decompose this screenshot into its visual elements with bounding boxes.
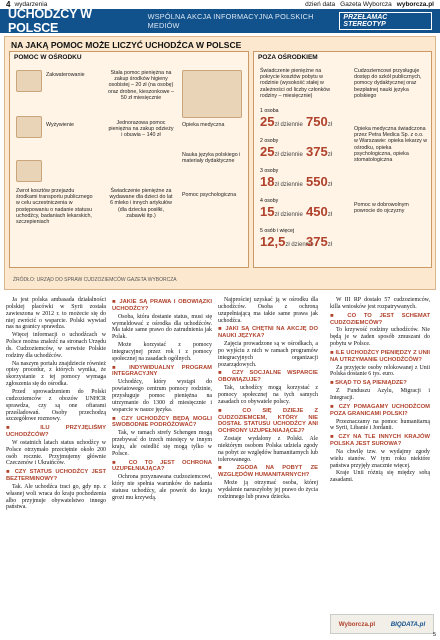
paragraph: W ostatnich latach status uchodźcy w Polsce otrzymało przeciętnie około 200 osób rocznie. Przyjmujemy głównie Czeczenów i Ukraińców. xyxy=(6,439,106,467)
house-icon xyxy=(16,70,42,92)
benefit-item: Cudzoziemcowi przysługuje dostęp do szkół publicznych, pomocy dydaktycznej oraz bezpłatnej nauki języka polskiego xyxy=(354,68,422,99)
paragraph: Przeznaczamy na pomoc humanitarną w Syrii, Libanie i Jordanii. xyxy=(330,418,430,432)
benefit-item: Pomoc w dobrowolnym powrocie do ojczyzny xyxy=(354,202,409,215)
paragraph: Może ją otrzymać osoba, której wydalenie naruszyłoby jej prawo do życia rodzinnego lub prawa dziecka. xyxy=(218,480,318,500)
rate-month: 550zł xyxy=(306,174,333,189)
rate-month: 375zł xyxy=(306,234,333,249)
rate-month: 450zł xyxy=(306,204,333,219)
paragraph: Tak, uchodźcy mogą korzystać z pomocy społecznej na tych samych zasadach co obywatele polscy. xyxy=(218,385,318,405)
rate-row xyxy=(260,168,350,189)
medical-icon xyxy=(182,70,242,118)
benefit-item: Opieka medyczna xyxy=(182,122,225,128)
paragraph: Może korzystać z pomocy integracyjnej przez rok i z pomocy społecznej na zasadach ogólnych. xyxy=(112,342,212,362)
question-heading: ■ CZY POMAGAMY UCHODŹCOM POZA GRANICAMI POLSKI? xyxy=(330,403,430,417)
question-heading: ■ CZY UCHODŹCY BĘDĄ MOGLI SWOBODNIE PODRÓŻOWAĆ? xyxy=(112,415,212,429)
infographic-title: NA JAKĄ POMOC MOŻE LICZYĆ UCHODŹCA W POLSCE xyxy=(11,40,242,50)
paragraph: Przed sprowadzeniem do Polski cudzoziemców z obozów UNHCR sprawdza, czy są one ofiarami prześladowań. Osoby przechodzą szczegółowe rozmowy. xyxy=(6,388,106,423)
rate-month: 750zł xyxy=(306,114,333,129)
question-heading: ■ CZY NA TLE INNYCH KRAJÓW POLSKA JEST SUROWA? xyxy=(330,434,430,448)
benefit-item: Zakwaterowanie xyxy=(46,72,85,78)
partner-footer xyxy=(330,614,434,634)
benefit-item: Pomoc psychologiczna xyxy=(182,192,237,198)
benefit-item: Jednorazowa pomoc pieniężna na zakup odzieży i obuwia – 140 zł xyxy=(108,120,174,139)
paragraph: Na naszym portalu znajdziecie również opisy procedur, z których wynika, że skorzystanie z tej pomocy wymaga zgłoszenia się do ośrodka. xyxy=(6,360,106,388)
bus-icon xyxy=(16,160,42,182)
question-heading: ■ CO TO JEST OCHRONA UZUPEŁNIAJĄCA? xyxy=(112,459,212,473)
question-heading: ■ SKĄD TO SĄ PIENIĄDZE? xyxy=(330,380,407,387)
benefit-item: Stała pomoc pieniężna na zakup środków higieny osobistej – 20 zł (na osobę) oraz drobne, kieszonkowe – 50 zł miesięcznie xyxy=(108,70,174,101)
benefit-item: Nauka języka polskiego i materiały dydaktyczne xyxy=(182,152,241,165)
benefit-item: Zwrot kosztów przejazdu środkami transportu publicznego w celu uczestniczenia w postępowaniu o nadanie statusu uchodźcy, badaniach lekarskich, szczepieniach xyxy=(16,188,93,226)
rate-day: 25zł dziennie xyxy=(260,144,303,159)
rate-people: 4 osoby xyxy=(260,198,279,204)
paragraph: Ja jest polska ambasada działalności polskiej placówki w Syrii została zawieszona w 2012 r. to możecie się do niej zwrócić o wsparcie. Polski wywiad nas na granicy sprawdza. xyxy=(6,297,106,331)
question-heading: ■ ILU PRZYJĘLIŚMY UCHODŹCÓW? xyxy=(6,425,106,439)
article-column-3 xyxy=(218,297,318,502)
paper-name: Gazeta Wyborcza xyxy=(340,1,392,8)
footer-paper-logo: Wyborcza.pl xyxy=(338,620,376,628)
paragraph: Więcej informacji o uchodźcach w Polsce można znaleźć na stronach Urzędu ds. Cudzoziemców, w serwisie Polskie rodziny dla uchodźców. xyxy=(6,332,106,359)
panel-title: POMOC W OŚRODKU xyxy=(14,54,82,61)
paragraph: Osoba, która dostanie status, musi się wymeldować z ośrodka dla uchodźców. Ma takie same prawo do zatrudnienia jak Polak. xyxy=(112,313,212,341)
question-heading: ■ CZY STATUS UCHODŹCY JEST BEZTERMINOWY? xyxy=(6,469,106,483)
benefit-item: Opieka medyczna świadczona przez Petra Medica Sp. z o.o. w Warszawie: opieka lekarzy w ośrodku, opieka psychologiczna, opieka stomatologiczna xyxy=(354,126,428,164)
rate-row xyxy=(260,108,350,129)
header-meta xyxy=(305,1,434,8)
paragraph: Na chwilę tzw. w wydajmy zgody wielu stanów. W tym roku niektóre państwa przyjęły znacznie więcej. xyxy=(330,448,430,469)
paragraph: Uchodźcy, który wystąpi do powiatowego centrum pomocy rodzinie, przysługuje pomoc pieniężna na utrzymanie do 1300 zł miesięcznie i wsparcie w nauce języka. xyxy=(112,379,212,413)
question-heading: ■ INDYWIDUALNY PROGRAM INTEGRACYJNY xyxy=(112,364,212,378)
question-heading: ■ ZGODA NA POBYT ZE WZGLĘDÓW HUMANITARNYCH? xyxy=(218,465,318,479)
panel-in-center xyxy=(9,51,249,268)
article-column-4 xyxy=(330,297,430,485)
question-heading: ■ CO SIĘ DZIEJE Z CUDZOZIEMCEM, KTÓRY NIE DOSTAŁ STATUSU UCHODŹCY ANI OCHRONY UZUPEŁNIAJĄCEJ? xyxy=(218,407,318,435)
paragraph: W III RP dostało 57 cudzoziemców, killa wniosków jest rozpatrywanych. xyxy=(330,297,430,310)
question-heading: ■ JAKIE SĄ PRAWA I OBOWIĄZKI UCHODŹCY? xyxy=(112,299,212,312)
rate-people: 2 osoby xyxy=(260,138,279,144)
page-number: 4 xyxy=(6,0,11,9)
site-name: wyborcza.pl xyxy=(396,1,434,8)
article-column-1 xyxy=(6,297,106,512)
panel-title: POZA OŚRODKIEM xyxy=(258,54,318,61)
rate-people: 3 osoby xyxy=(260,168,279,174)
article-column-2 xyxy=(112,297,212,503)
benefit-item: Wyżywienie xyxy=(46,122,74,128)
paragraph: To krzywość rodziny uchodźców. Nie będą je w żaden sposób zmuszani do pobytu w Polsce. xyxy=(330,327,430,348)
rate-people: 5 osób i więcej xyxy=(260,228,295,234)
paragraph: Najprościej uzyskać ją w ośrodku dla uchodźców. Osoba z ochroną uzupełniającą ma takie same prawa jak uchodźca. xyxy=(218,297,318,324)
rate-day: 18zł dziennie xyxy=(260,174,303,189)
question-heading: ■ CO TO JEST SCHEMAT CUDZOZIEMCÓW? xyxy=(330,312,430,326)
food-icon xyxy=(16,116,42,138)
section-name: wydarzenia xyxy=(14,1,48,8)
rate-day: 15zł dziennie xyxy=(260,204,303,219)
footer-partner-logo: BIQDATA.pl xyxy=(390,620,426,628)
campaign-logo: PRZEŁAMAĆ STEREOTYP xyxy=(339,12,432,30)
banner-subtitle: WSPÓLNA AKCJA INFORMACYJNA POLSKICH MEDIÓW xyxy=(147,12,314,30)
question-heading: ■ ILE UCHODŹCY PIENIĘDZY Z UNII NA UTRZYMANIE UCHODŹCÓW? xyxy=(330,349,430,363)
infographic-source: ŹRÓDŁO: URZĄD DO SPRAW CUDZOZIEMCÓW GAZETA WYBORCZA xyxy=(13,277,177,283)
paragraph: Tak, w ramach strefy Schengen mogą przebywać do trzech miesięcy w innym kraju, ale osiedlić się mogą tylko w Polsce. xyxy=(112,430,212,457)
benefit-item: Świadczenie pieniężne za wydawane dla dzieci do lat 6 mleko i innych artykułów (dla dziecka posiłki, zabawki itp.) xyxy=(109,188,173,219)
infographic xyxy=(4,36,436,290)
question-heading: ■ CZY SOCJALNE WSPARCIE OBOWIĄZUJE? xyxy=(218,370,318,384)
page-number-bottom: 5 xyxy=(432,632,436,638)
rate-day: 12,5zł dziennie xyxy=(260,234,314,249)
paragraph: Ochrona przyznawana cudzoziemcowi, który nie spełnia warunków do nadania statusu uchodźcy, ale powrót do kraju grozi mu krzywdą. xyxy=(112,474,212,501)
paragraph: Za przyjęcie osoby relokowanej z Unii Polska dostanie 6 tys. euro. xyxy=(330,364,430,378)
paragraph: Z Funduszu Azylu, Migracji i Integracji. xyxy=(330,388,430,401)
question-heading: ■ JAKI SĄ CHĘTNI NA AKCJĘ DO NAUKI JĘZYKA? xyxy=(218,326,318,340)
benefit-label: Świadczenie pieniężne na pokrycie kosztów pobytu w rodzinie (wysokość stałej w zależności od liczby członków rodziny – miesięcznie) xyxy=(260,68,331,99)
rate-month: 375zł xyxy=(306,144,333,159)
section-banner xyxy=(0,9,440,33)
paragraph: Tak. Ale uchodźca traci go, gdy np. z własnej woli wraca do kraju pochodzenia albo przyjmuje obywatelstwo innego państwa. xyxy=(6,483,106,511)
paragraph: Zajęcia prowadzone są w ośrodkach, a po wyjściu z nich w ramach programów integracyjnych organizacji pozarządowych. xyxy=(218,341,318,368)
panel-outside-center xyxy=(253,51,432,268)
rate-row xyxy=(260,198,350,219)
rate-row xyxy=(260,138,350,159)
paragraph: Kraje Unii różnią się między sobą zasadami. xyxy=(330,470,430,484)
rate-people: 1 osoba xyxy=(260,108,279,114)
issue-date: dzień data xyxy=(305,1,336,8)
banner-title: UCHODŹCY W POLSCE xyxy=(8,7,92,35)
rate-day: 25zł dziennie xyxy=(260,114,303,129)
rate-row xyxy=(260,228,350,249)
paragraph: Zostaje wydalony z Polski. Ale niektórym osobom Polska udziela zgody na pobyt ze względów humanitarnych lub tolerowanego. xyxy=(218,436,318,463)
